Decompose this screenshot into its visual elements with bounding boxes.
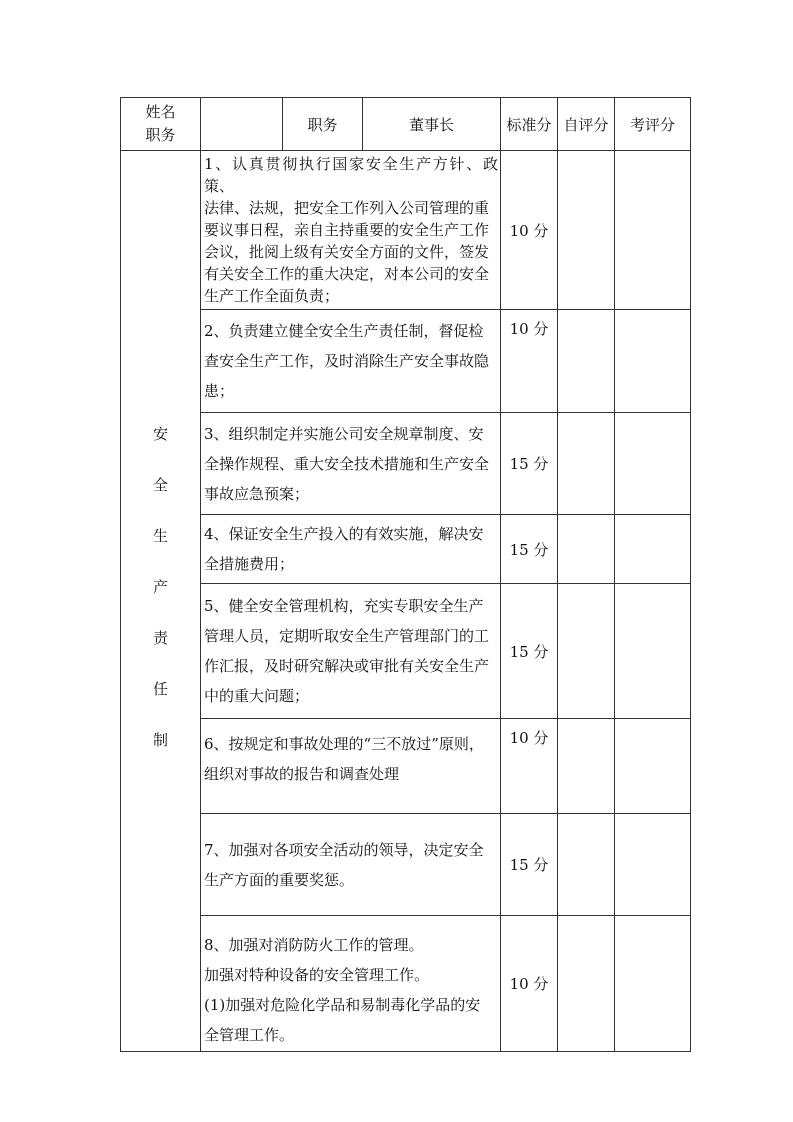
item-row-7 [121, 814, 691, 916]
standard-score: 15 分 [501, 413, 558, 515]
side-title-char: 制 [152, 730, 168, 749]
item-text: 3、组织制定并实施公司安全规章制度、安 全操作规程、重大安全技术措施和生产安全 事故应急预案； [201, 413, 501, 515]
item-text: 1、认真贯彻执行国家安全生产方针、政策、 法律、法规，把安全工作列入公司管理的重 要议事日程，亲自主持重要的安全生产工作 会议，批阅上级有关安全方面的文件，签发 有关安全工作的重大决定，对本公司的安全 生产工作全面负责； [201, 151, 501, 310]
position-value[interactable]: 董事长 [363, 98, 501, 151]
responsibility-table [120, 97, 691, 1052]
side-title-char: 生 [152, 526, 168, 545]
standard-score: 10 分 [501, 916, 558, 1052]
review-score-cell[interactable] [615, 916, 691, 1052]
review-score-header: 考评分 [615, 98, 691, 151]
review-score-cell[interactable] [615, 719, 691, 814]
standard-score: 10 分 [501, 151, 558, 310]
side-title-char: 产 [152, 577, 168, 596]
self-score-cell[interactable] [558, 814, 615, 916]
item-row-2 [121, 310, 691, 413]
side-title-char: 全 [152, 475, 168, 494]
standard-score: 10 分 [501, 310, 558, 413]
position-label: 职务 [283, 98, 363, 151]
side-title-char: 安 [152, 424, 168, 443]
standard-score: 15 分 [501, 814, 558, 916]
name-label: 姓名 [145, 103, 176, 121]
review-score-cell[interactable] [615, 515, 691, 584]
name-position-label-cell [121, 98, 201, 151]
review-score-cell[interactable] [615, 584, 691, 719]
item-row-6 [121, 719, 691, 814]
item-text: 8、加强对消防防火工作的管理。 加强对特种设备的安全管理工作。 (1)加强对危险化学品和易制毒化学品的安 全管理工作。 [201, 916, 501, 1052]
self-score-cell[interactable] [558, 413, 615, 515]
responsibility-table-container [120, 97, 690, 1052]
item-text: 5、健全安全管理机构，充实专职安全生产 管理人员，定期听取安全生产管理部门的工 作汇报，及时研究解决或审批有关安全生产 中的重大问题； [201, 584, 501, 719]
side-title-char: 责 [152, 628, 168, 647]
standard-score: 15 分 [501, 515, 558, 584]
item-text: 4、保证安全生产投入的有效实施，解决安 全措施费用； [201, 515, 501, 584]
item-row-8 [121, 916, 691, 1052]
self-score-cell[interactable] [558, 515, 615, 584]
side-title-cell [121, 151, 201, 1052]
review-score-cell[interactable] [615, 310, 691, 413]
item-row-5 [121, 584, 691, 719]
review-score-cell[interactable] [615, 814, 691, 916]
item-text: 7、加强对各项安全活动的领导，决定安全 生产方面的重要奖惩。 [201, 814, 501, 916]
header-row [121, 98, 691, 151]
self-score-header: 自评分 [558, 98, 615, 151]
name-value-cell[interactable] [201, 98, 283, 151]
standard-score: 10 分 [501, 719, 558, 814]
standard-score-header: 标准分 [501, 98, 558, 151]
item-text: 2、负责建立健全安全生产责任制，督促检 查安全生产工作，及时消除生产安全事故隐 患； [201, 310, 501, 413]
standard-score: 15 分 [501, 584, 558, 719]
self-score-cell[interactable] [558, 151, 615, 310]
position-label-left: 职务 [145, 126, 176, 144]
item-row-1 [121, 151, 691, 310]
item-text: 6、按规定和事故处理的“三不放过”原则， 组织对事故的报告和调查处理 [201, 719, 501, 814]
review-score-cell[interactable] [615, 413, 691, 515]
item-row-3 [121, 413, 691, 515]
side-title-char: 任 [152, 679, 168, 698]
self-score-cell[interactable] [558, 310, 615, 413]
item-row-4 [121, 515, 691, 584]
self-score-cell[interactable] [558, 584, 615, 719]
side-title [121, 423, 200, 780]
self-score-cell[interactable] [558, 916, 615, 1052]
self-score-cell[interactable] [558, 719, 615, 814]
review-score-cell[interactable] [615, 151, 691, 310]
